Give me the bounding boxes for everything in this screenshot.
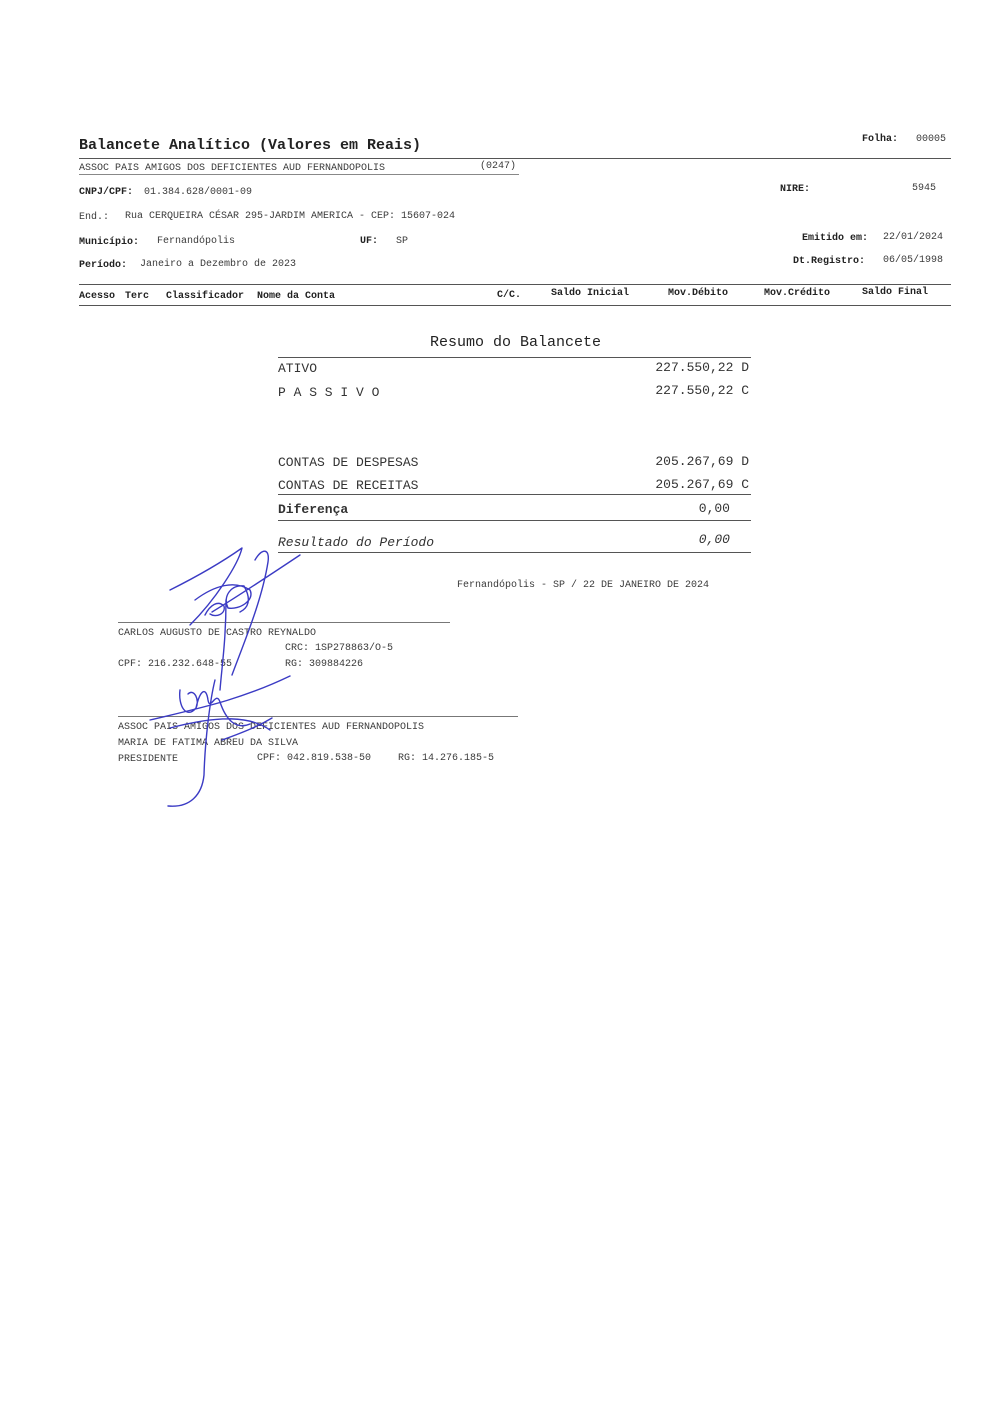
passivo-value: 227.550,22 C — [655, 383, 749, 398]
uf-label: UF: — [360, 236, 379, 247]
president-cpf: CPF: 042.819.538-50 — [257, 753, 372, 764]
col-saldo-inicial: Saldo Inicial — [551, 288, 630, 299]
document-title: Balancete Analítico (Valores em Reais) — [79, 137, 422, 154]
nire-label: NIRE: — [780, 184, 811, 195]
col-cc: C/C. — [497, 290, 522, 301]
address-value: Rua CERQUEIRA CÉSAR 295-JARDIM AMERICA - CEP: 15607-024 — [125, 211, 456, 222]
accountant-crc: CRC: 1SP278863/O-5 — [285, 643, 394, 654]
accountant-name: CARLOS AUGUSTO DE CASTRO REYNALDO — [118, 628, 317, 639]
ativo-value: 227.550,22 D — [655, 360, 749, 375]
diferenca-label: Diferença — [278, 502, 349, 517]
col-mov-credito: Mov.Crédito — [764, 288, 831, 299]
entity-code: (0247) — [480, 161, 517, 172]
periodo-label: Período: — [79, 260, 128, 271]
folha-label: Folha: — [862, 134, 899, 145]
municipio-value: Fernandópolis — [157, 236, 236, 247]
emitido-label: Emitido em: — [802, 233, 869, 244]
col-saldo-final: Saldo Final — [862, 287, 929, 298]
registro-label: Dt.Registro: — [793, 256, 866, 267]
passivo-label: P A S S I V O — [278, 385, 380, 400]
president-rg: RG: 14.276.185-5 — [398, 753, 495, 764]
resultado-label: Resultado do Período — [278, 535, 435, 550]
col-mov-debito: Mov.Débito — [668, 288, 729, 299]
address-label: End.: — [79, 212, 110, 223]
col-terc: Terc — [125, 291, 150, 302]
diferenca-value: 0,00 — [698, 501, 730, 516]
summary-title: Resumo do Balancete — [430, 334, 602, 351]
col-nome-conta: Nome da Conta — [257, 291, 336, 302]
president-signature-stroke — [150, 676, 290, 806]
nire-value: 5945 — [912, 183, 937, 194]
emitido-value: 22/01/2024 — [883, 232, 944, 243]
despesas-label: CONTAS DE DESPESAS — [278, 455, 419, 470]
entity-name: ASSOC PAIS AMIGOS DOS DEFICIENTES AUD FERNANDOPOLIS — [79, 163, 386, 174]
ativo-label: ATIVO — [278, 361, 318, 376]
despesas-value: 205.267,69 D — [655, 454, 749, 469]
col-classificador: Classificador — [166, 291, 245, 302]
receitas-label: CONTAS DE RECEITAS — [278, 478, 419, 493]
uf-value: SP — [396, 236, 409, 247]
cnpj-value: 01.384.628/0001-09 — [144, 187, 253, 198]
accountant-rg: RG: 309884226 — [285, 659, 364, 670]
place-date: Fernandópolis - SP / 22 DE JANEIRO DE 2024 — [457, 580, 710, 591]
col-acesso: Acesso — [79, 291, 116, 302]
accountant-cpf: CPF: 216.232.648-55 — [118, 659, 233, 670]
receitas-value: 205.267,69 C — [655, 477, 749, 492]
accountant-signature-stroke — [170, 548, 300, 690]
president-name: MARIA DE FATIMA ABREU DA SILVA — [118, 738, 299, 749]
periodo-value: Janeiro a Dezembro de 2023 — [140, 259, 297, 270]
signatory-entity-name: ASSOC PAIS AMIGOS DOS DEFICIENTES AUD FERNANDOPOLIS — [118, 722, 425, 733]
municipio-label: Município: — [79, 237, 140, 248]
registro-value: 06/05/1998 — [883, 255, 944, 266]
resultado-value: 0,00 — [698, 532, 730, 547]
folha-value: 00005 — [916, 134, 947, 145]
president-role: PRESIDENTE — [118, 754, 179, 765]
cnpj-label: CNPJ/CPF: — [79, 187, 134, 198]
